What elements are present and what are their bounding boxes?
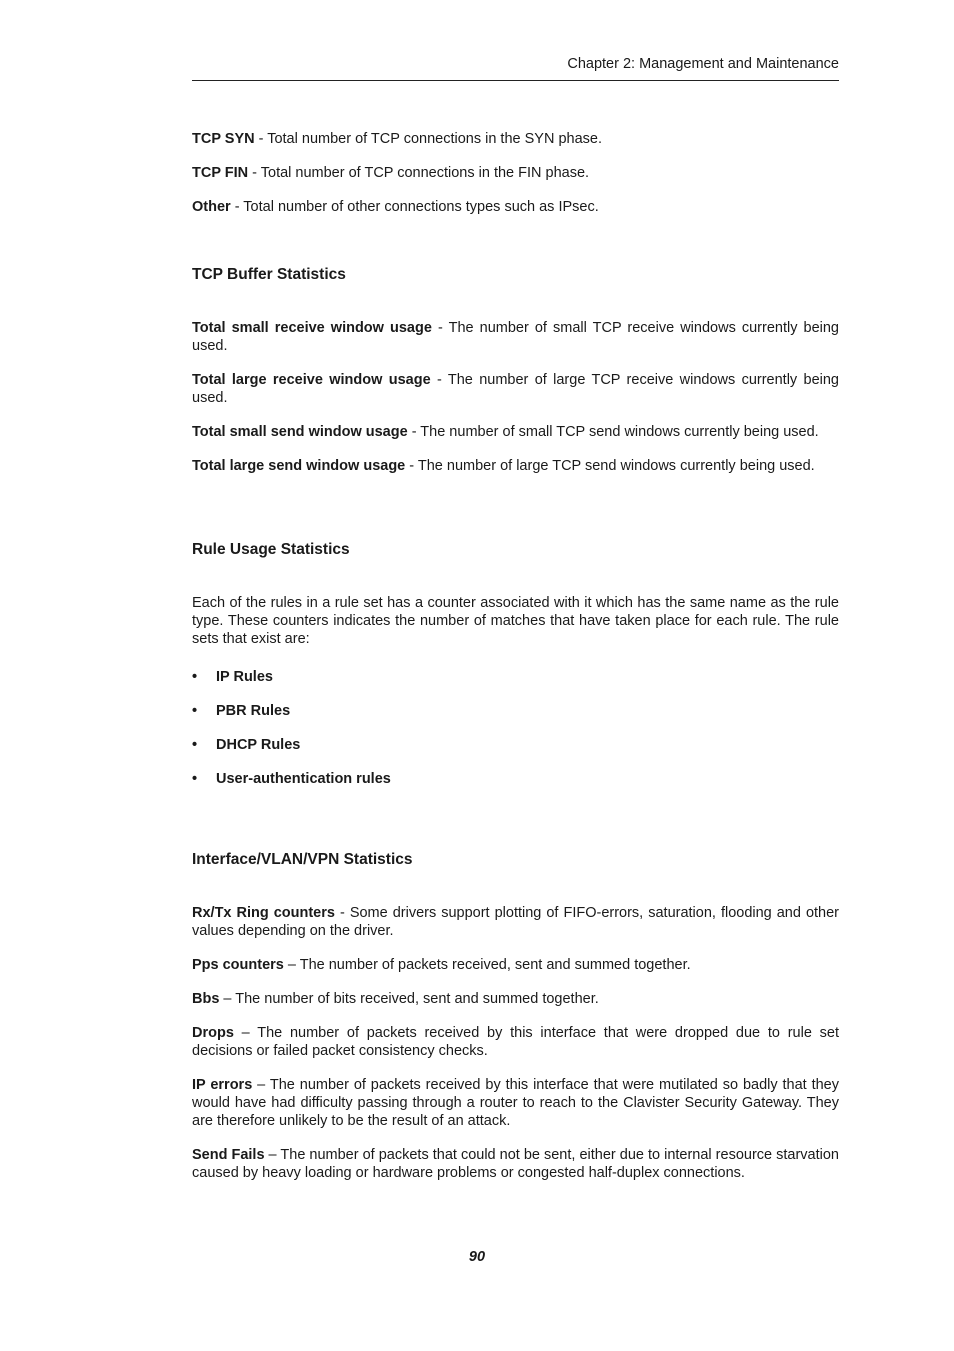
bullet-label: User-authentication rules [216, 771, 391, 787]
definition-small-send-window [192, 423, 839, 441]
bullet-label: IP Rules [216, 669, 273, 685]
term: Total small receive window usage [192, 320, 432, 336]
running-header: Chapter 2: Management and Maintenance [567, 56, 839, 72]
term: IP errors [192, 1077, 253, 1093]
term: Total large send window usage [192, 458, 406, 474]
section-heading-interface-stats: Interface/VLAN/VPN Statistics [192, 851, 413, 868]
term: Rx/Tx Ring counters [192, 905, 335, 921]
description: - The number of small TCP receive windows currently being used. [192, 320, 840, 354]
definition-large-receive-window [192, 371, 839, 407]
description: – The number of bits received, sent and summed together. [219, 991, 599, 1007]
header-divider [192, 80, 839, 81]
definition-pps-counters [192, 956, 839, 974]
description: – The number of packets received, sent and summed together. [283, 957, 691, 973]
bullet-icon: • [192, 703, 198, 719]
definition-tcp-fin [192, 164, 839, 182]
description: – The number of packets received by this interface that were dropped due to rule set decisions or failed packet consistency checks. [192, 1025, 839, 1059]
bullet-icon: • [192, 737, 198, 753]
description: - Total number of TCP connections in the SYN phase. [254, 131, 602, 147]
description: – The number of packets received by this interface that were mutilated so badly that they would have had difficulty passing through a router to reach to the Clavister Security Gateway. They are therefore unlikely to be the result of an attack. [192, 1077, 839, 1129]
term: Bbs [192, 991, 220, 1007]
term: Other [192, 199, 231, 215]
definition-tcp-syn [192, 130, 839, 148]
section-heading-tcp-buffer: TCP Buffer Statistics [192, 266, 346, 283]
definition-bbs [192, 990, 839, 1008]
description: – The number of packets that could not be sent, either due to internal resource starvation caused by heavy loading or hardware problems or congested half-duplex connections. [192, 1147, 839, 1181]
term: Total large receive window usage [192, 372, 431, 388]
bullet-label: DHCP Rules [216, 737, 301, 753]
description: - Total number of TCP connections in the FIN phase. [248, 165, 590, 181]
term: TCP SYN [192, 131, 255, 147]
definition-large-send-window [192, 457, 839, 475]
bullet-icon: • [192, 669, 198, 685]
description: - The number of small TCP send windows currently being used. [407, 424, 819, 440]
definition-drops [192, 1024, 839, 1060]
description: - The number of large TCP receive windows currently being used. [192, 372, 839, 406]
term: Pps counters [192, 957, 284, 973]
definition-small-receive-window [192, 319, 839, 355]
definition-other [192, 198, 839, 216]
bullet-label: PBR Rules [216, 703, 291, 719]
term: Send Fails [192, 1147, 265, 1163]
definition-ring-counters [192, 904, 839, 940]
term: TCP FIN [192, 165, 249, 181]
section-heading-rule-usage: Rule Usage Statistics [192, 541, 350, 558]
description: - The number of large TCP send windows currently being used. [405, 458, 815, 474]
definition-send-fails [192, 1146, 839, 1182]
rule-usage-intro: Each of the rules in a rule set has a counter associated with it which has the same name as the rule type. These counters indicates the number of matches that have taken place for each rule. The rule sets that exist are: [192, 595, 839, 647]
term: Drops [192, 1025, 234, 1041]
definition-ip-errors [192, 1076, 839, 1130]
page-number: 90 [468, 1249, 486, 1265]
description: - Some drivers support plotting of FIFO-errors, saturation, flooding and other values depending on the driver. [192, 905, 839, 939]
bullet-icon: • [192, 771, 198, 787]
term: Total small send window usage [192, 424, 408, 440]
description: - Total number of other connections types such as IPsec. [230, 199, 599, 215]
